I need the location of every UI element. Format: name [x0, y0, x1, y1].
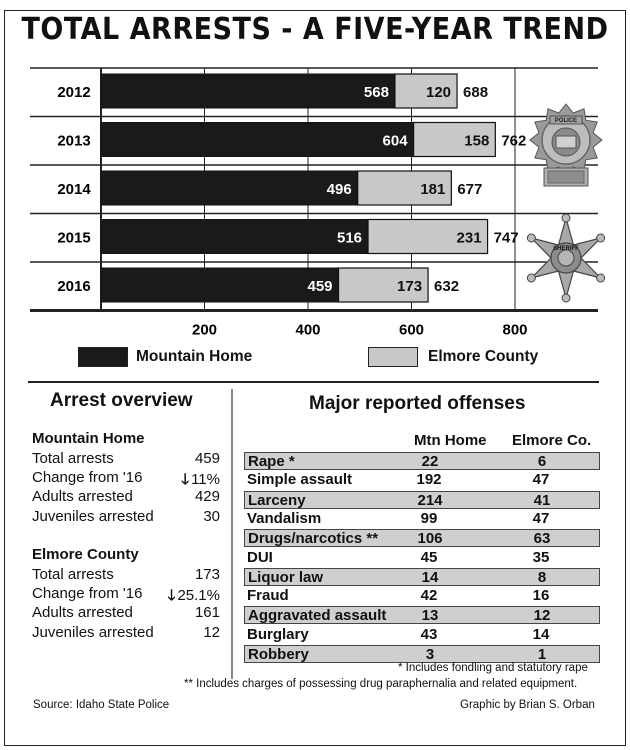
x-tick-label: 400 — [295, 321, 321, 339]
overview-elmore-county-heading: Elmore County — [32, 546, 139, 563]
overview-row: Adults arrested 161 — [32, 604, 220, 621]
offense-elmore-value: 12 — [533, 607, 551, 625]
arrow-down-icon: 🡓 — [181, 471, 190, 488]
data-label-mountain-home: 604 — [382, 132, 408, 150]
offense-mtn-home-value: 43 — [420, 625, 438, 643]
x-tick-label: 600 — [398, 321, 425, 339]
svg-text:POLICE: POLICE — [554, 118, 578, 124]
year-label: 2014 — [57, 181, 91, 198]
bar-mountain-home — [101, 74, 395, 108]
offense-mtn-home-value: 14 — [421, 568, 439, 586]
offense-mtn-home-value: 42 — [420, 587, 438, 605]
offense-row — [244, 510, 600, 528]
offense-elmore-value: 14 — [532, 625, 550, 643]
year-label: 2013 — [57, 132, 91, 150]
overview-row: Adults arrested 429 — [32, 488, 220, 505]
data-label-mountain-home: 459 — [307, 278, 333, 295]
offense-elmore-value: 1 — [537, 646, 547, 663]
offense-row — [244, 626, 600, 644]
svg-text:SHERIFF: SHERIFF — [553, 246, 579, 252]
offense-elmore-value: 16 — [532, 587, 550, 605]
offense-mtn-home-value: 45 — [420, 548, 438, 566]
offense-row — [244, 549, 600, 567]
offense-elmore-value: 47 — [532, 509, 550, 527]
data-label-total: 677 — [457, 181, 483, 198]
source-credit: Source: Idaho State Police — [33, 699, 170, 711]
offense-name: Robbery — [248, 646, 309, 663]
offense-name: Drugs/narcotics ** — [248, 530, 379, 548]
data-label-total: 632 — [434, 278, 460, 295]
bar-mountain-home — [101, 220, 368, 254]
data-label-elmore-county: 231 — [456, 229, 482, 247]
legend-swatch-elmore-county — [368, 347, 418, 367]
offense-mtn-home-value: 22 — [421, 453, 439, 470]
offense-mtn-home-value: 99 — [420, 509, 438, 527]
legend-swatch-mountain-home — [78, 347, 128, 367]
offense-elmore-value: 35 — [532, 548, 550, 566]
offense-name: Larceny — [248, 491, 306, 509]
data-label-elmore-county: 181 — [420, 181, 446, 198]
data-label-elmore-county: 120 — [426, 84, 452, 101]
chart-title: TOTAL ARRESTS - A FIVE-YEAR TREND — [21, 12, 609, 47]
offense-row — [244, 568, 600, 586]
bar-mountain-home — [101, 268, 339, 302]
graphic-credit: Graphic by Brian S. Orban — [460, 699, 595, 711]
offense-mtn-home-value: 192 — [416, 471, 442, 489]
data-label-mountain-home: 496 — [326, 181, 352, 198]
overview-row: Total arrests 459 — [32, 450, 220, 467]
data-label-mountain-home: 568 — [363, 84, 389, 101]
overview-mountain-home-heading: Mountain Home — [32, 430, 145, 447]
offense-mtn-home-value: 3 — [425, 646, 435, 663]
sheriff-star-icon — [527, 214, 604, 302]
arrow-down-icon: 🡓 — [167, 587, 176, 604]
x-tick-label: 200 — [191, 321, 218, 339]
offense-elmore-value: 8 — [537, 568, 547, 586]
footnote-rape: * Includes fondling and statutory rape — [398, 662, 588, 674]
overview-row: Change from '16 🡓 11% — [32, 469, 220, 486]
legend-label-mountain-home: Mountain Home — [136, 348, 253, 365]
offense-row — [244, 491, 600, 509]
offenses-col-mtn-home: Mtn Home — [414, 432, 487, 449]
offense-row — [244, 645, 600, 663]
year-label: 2016 — [57, 278, 91, 295]
offense-name: DUI — [247, 548, 273, 566]
overview-row: Total arrests 173 — [32, 566, 220, 583]
offense-row — [244, 529, 600, 547]
data-label-mountain-home: 516 — [336, 229, 363, 247]
offense-elmore-value: 63 — [533, 530, 551, 548]
footnote-drugs: ** Includes charges of possessing drug paraphernalia and related equipment. — [184, 678, 578, 690]
offense-row — [244, 452, 600, 470]
offense-row — [244, 606, 600, 624]
overview-row: Juveniles arrested 30 — [32, 508, 220, 525]
data-label-elmore-county: 158 — [464, 132, 490, 150]
data-label-total: 762 — [501, 132, 527, 150]
offenses-col-elmore: Elmore Co. — [512, 432, 592, 449]
data-label-total: 747 — [493, 229, 519, 247]
offense-row — [244, 471, 600, 489]
offense-elmore-value: 41 — [533, 491, 551, 509]
data-label-elmore-county: 173 — [397, 278, 423, 295]
offense-name: Simple assault — [247, 471, 353, 489]
bar-mountain-home — [101, 171, 358, 205]
offense-elmore-value: 47 — [532, 471, 550, 489]
section-divider — [28, 381, 599, 383]
offense-name: Aggravated assault — [248, 607, 387, 625]
offense-name: Burglary — [247, 625, 309, 643]
offense-row — [244, 587, 600, 605]
legend-label-elmore-county: Elmore County — [428, 348, 539, 365]
x-tick-label: 800 — [502, 321, 528, 339]
offense-name: Liquor law — [248, 568, 323, 586]
offenses-title: Major reported offenses — [309, 393, 526, 414]
year-label: 2015 — [57, 229, 91, 247]
year-label: 2012 — [57, 84, 91, 101]
column-divider — [231, 389, 233, 679]
arrest-overview-title: Arrest overview — [50, 390, 193, 411]
overview-row: Juveniles arrested 12 — [32, 624, 220, 641]
offense-name: Rape * — [248, 453, 295, 470]
offense-mtn-home-value: 13 — [421, 607, 439, 625]
bar-mountain-home — [101, 123, 414, 157]
offense-mtn-home-value: 106 — [417, 530, 443, 548]
offense-name: Vandalism — [247, 509, 322, 527]
offense-name: Fraud — [247, 587, 289, 605]
offense-elmore-value: 6 — [537, 453, 547, 470]
data-label-total: 688 — [463, 84, 489, 101]
offense-mtn-home-value: 214 — [417, 491, 443, 509]
overview-row: Change from '16 🡓 25.1% — [32, 585, 220, 602]
